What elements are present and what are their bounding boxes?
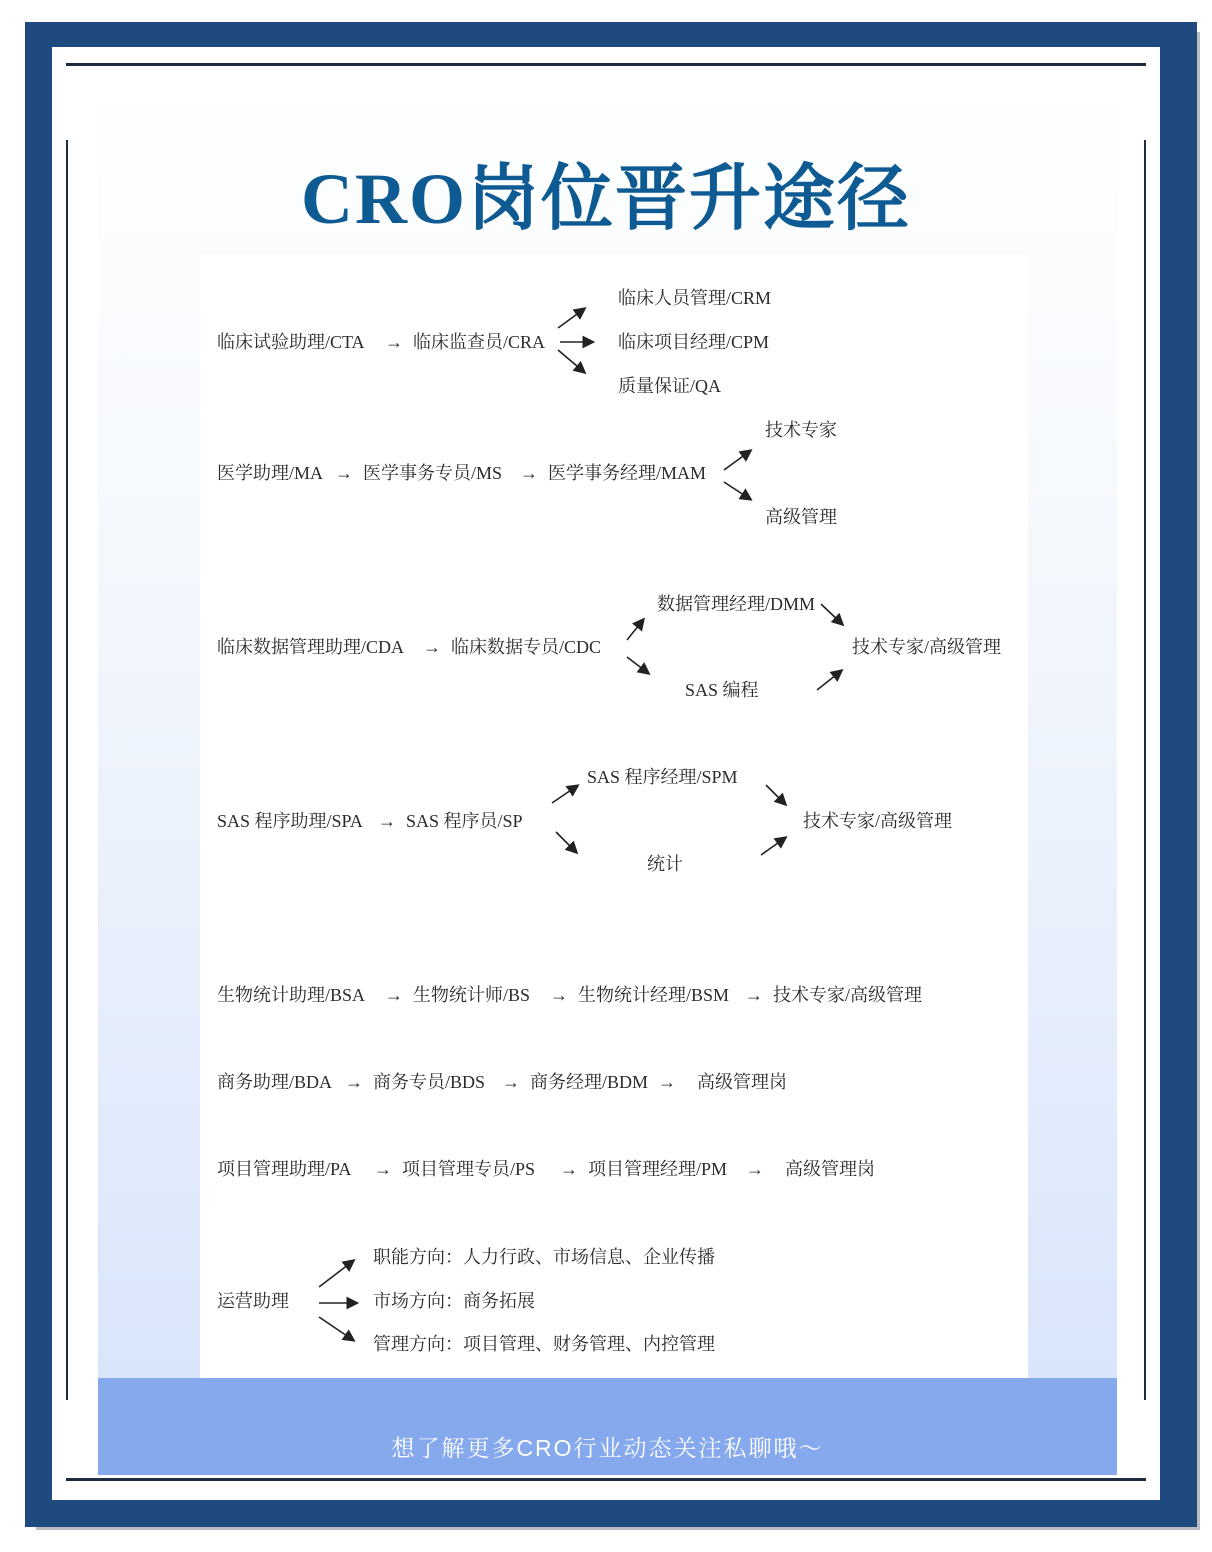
- node-project-end: 高级管理岗: [785, 1159, 875, 1179]
- node-crm: 临床人员管理/CRM: [618, 288, 772, 308]
- arrow-icon: [552, 786, 577, 803]
- arrow-icon: →: [550, 985, 568, 1005]
- arrow-icon: →: [745, 985, 763, 1005]
- node-operations: 运营助理: [217, 1291, 289, 1311]
- node-mam: 医学事务经理/MAM: [548, 463, 707, 483]
- node-bsa: 生物统计助理/BSA: [217, 985, 366, 1005]
- node-dmm: 数据管理经理/DMM: [657, 594, 816, 614]
- arrow-icon: [627, 657, 648, 673]
- node-bda: 商务助理/BDA: [217, 1072, 333, 1092]
- footer-banner: [98, 1378, 1117, 1475]
- arrow-icon: →: [502, 1072, 520, 1092]
- node-ops-market: 市场方向：商务拓展: [373, 1291, 535, 1311]
- node-bdm: 商务经理/BDM: [530, 1072, 649, 1092]
- arrow-icon: [319, 1261, 353, 1287]
- arrow-icon: →: [746, 1159, 764, 1179]
- node-bds: 商务专员/BDS: [373, 1072, 486, 1092]
- arrow-icon: [319, 1317, 353, 1340]
- node-cdc: 临床数据专员/CDC: [451, 637, 602, 657]
- node-qa: 质量保证/QA: [618, 376, 721, 396]
- arrow-icon: [821, 604, 842, 624]
- node-ops-management: 管理方向：项目管理、财务管理、内控管理: [373, 1334, 715, 1354]
- node-cta: 临床试验助理/CTA: [217, 332, 365, 352]
- node-bs: 生物统计师/BS: [413, 985, 531, 1005]
- arrow-icon: →: [520, 463, 538, 483]
- arrow-icon: →: [374, 1159, 392, 1179]
- arrow-icon: [627, 620, 643, 640]
- node-sas-end: 技术专家/高级管理: [803, 811, 953, 831]
- node-biostat-end: 技术专家/高级管理: [773, 985, 923, 1005]
- arrow-icon: →: [385, 985, 403, 1005]
- node-cda: 临床数据管理助理/CDA: [217, 637, 405, 657]
- page-title: CRO岗位晋升途径: [301, 159, 911, 239]
- node-sas-programming: SAS 编程: [685, 680, 759, 700]
- arrow-icon: [556, 832, 576, 852]
- arrow-icon: →: [385, 332, 403, 352]
- arrow-icon: [724, 482, 750, 499]
- node-senior-mgmt: 高级管理: [765, 507, 837, 527]
- arrow-icon: →: [345, 1072, 363, 1092]
- arrow-icon: →: [658, 1072, 676, 1092]
- node-spm: SAS 程序经理/SPM: [587, 767, 738, 787]
- arrow-icon: →: [378, 811, 396, 831]
- arrow-icon: [724, 451, 750, 470]
- arrow-icon: [761, 838, 785, 855]
- node-ma: 医学助理/MA: [217, 463, 324, 483]
- node-pm: 项目管理经理/PM: [588, 1159, 728, 1179]
- node-cpm: 临床项目经理/CPM: [618, 332, 770, 352]
- node-cra: 临床监查员/CRA: [413, 332, 546, 352]
- arrow-icon: →: [335, 463, 353, 483]
- arrow-icon: [558, 309, 584, 328]
- node-ms: 医学事务专员/MS: [363, 463, 503, 483]
- node-tech-expert: 技术专家: [765, 420, 837, 440]
- node-bsm: 生物统计经理/BSM: [578, 985, 730, 1005]
- arrow-icon: [817, 671, 841, 690]
- arrow-icon: [766, 785, 785, 804]
- arrow-icon: →: [423, 637, 441, 657]
- node-spa: SAS 程序助理/SPA: [217, 811, 363, 831]
- node-business-end: 高级管理岗: [697, 1072, 787, 1092]
- footer-text: 想了解更多CRO行业动态关注私聊哦～: [391, 1435, 824, 1461]
- arrow-icon: →: [560, 1159, 578, 1179]
- node-sp: SAS 程序员/SP: [406, 811, 523, 831]
- node-ops-function: 职能方向：人力行政、市场信息、企业传播: [373, 1247, 715, 1267]
- node-pa: 项目管理助理/PA: [217, 1159, 352, 1179]
- node-ps: 项目管理专员/PS: [402, 1159, 536, 1179]
- node-statistics: 统计: [647, 854, 683, 874]
- arrow-icon: [558, 350, 584, 372]
- node-data-end: 技术专家/高级管理: [852, 637, 1002, 657]
